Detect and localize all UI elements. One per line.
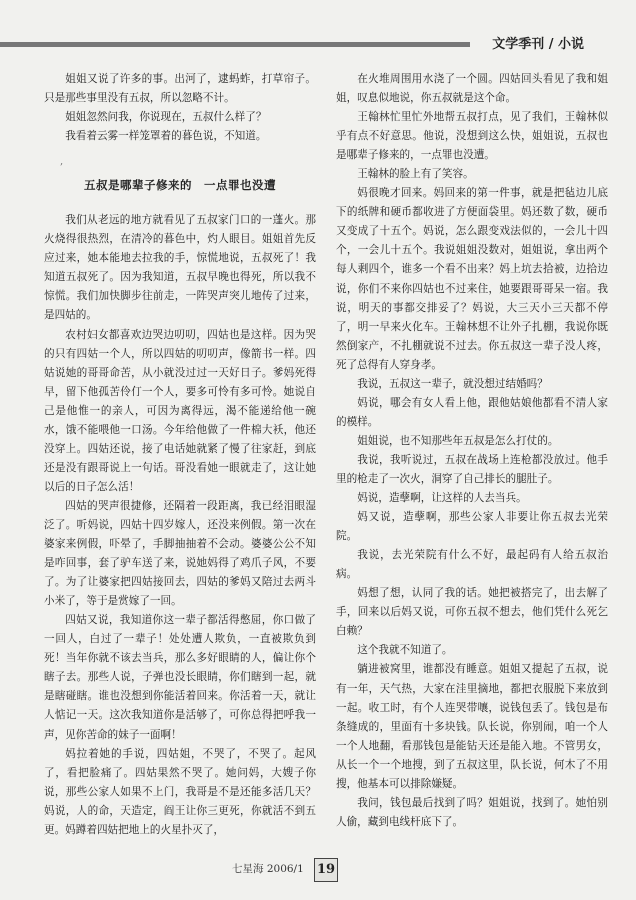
- section-title: 五叔是哪辈子修来的 一点罪也没遭: [84, 178, 276, 193]
- paragraph: 我看着云雾一样笼罩着的暮色说，不知道。: [65, 130, 267, 143]
- paragraph: 躺进被窝里，谁都没有睡意。姐姐又提起了五叔，说有一年，天气热，大家在洼里摘地，都把衣服脱下来放到一起。收工时，有个人连哭带嚷，说钱包丢了。钱包是布条缝成的，里面有十多块钱。队长说，你别闹，咱一个人一个人地翻，看那钱包是能钻天还是能入地。不管男女，从长一个一个地搜，到了五叔这里，队长说，何木了不用搜，他基本可以排除嫌疑。: [336, 663, 608, 790]
- right-column: [336, 70, 608, 832]
- paragraph: 我说，五叔这一辈子，就没想过结婚吗？: [357, 377, 548, 390]
- paragraph: 我问，钱包最后找到了吗？姐姐说，找到了。她怕别人偷，藏到电线杆底下了。: [336, 796, 608, 828]
- header-rule: [0, 42, 470, 47]
- page-number: 19: [314, 858, 338, 882]
- paragraph: 妈说，造孽啊，让这样的人去当兵。: [357, 492, 527, 505]
- paragraph: 妈拉着她的手说，四姑姐，不哭了，不哭了。起风了，看把脸痛了。四姑果然不哭了。她问妈，大嫂子你说，那些公家人如果不上门，我哥是不是还能多活几天？妈说，人的命，天造定，阎王让你三更死，你就活不到五更。妈蹲着四姑把地上的火星扑灭了，: [44, 747, 316, 836]
- magazine-issue: 七星海 2006/1: [232, 863, 304, 875]
- paragraph: 四姑又说，我知道你这一辈子都活得憋屈，你口做了一回人，白过了一辈子！处处遭人欺负，一直被欺负到死！当年你就不该去当兵，那么多好眼睛的人，偏让你个瞎子去。那些人说，子弹也没长眼睛，你们瞎到一起，就是瞎碰瞎。谁也没想到你能活着回来。你活着一天，就让人惦记一天。这次我知道你是活够了，可你总得把呼我一声，见你苦命的妹子一面啊！: [44, 614, 316, 741]
- paragraph: 姐姐说，也不知那些年五叔是怎么打仗的。: [357, 434, 559, 447]
- paragraph: 王翰林的脸上有了笑容。: [357, 168, 474, 181]
- paragraph: 妈又说，造孽啊，那些公家人非要让你五叔去光荣院。: [336, 511, 608, 543]
- paragraph: 我们从老远的地方就看见了五叔家门口的一蓬火。那火烧得很热烈，在清冷的暮色中，灼人眼目。姐姐首先反应过来，她本能地去拉我的手，惊慌地说，五叔死了！我知道五叔死了。因为我知道，五叔早晚也得死，所以我不惊慌。我们加快脚步往前走，一阵哭声突儿地传了过来，是四姑的。: [44, 214, 316, 322]
- paragraph: 王翰林忙里忙外地帮五叔打点，见了我们，王翰林似乎有点不好意思。他说，没想到这么快，姐姐说，五叔也是哪辈子修来的，一点罪也没遭。: [336, 111, 608, 162]
- ornament-mark: ,: [60, 156, 64, 167]
- paragraph: 姐姐忽然问我，你说现在，五叔什么样了？: [65, 111, 267, 124]
- section-label: 文学季刊 / 小说: [492, 37, 584, 52]
- paragraph: 这个我就不知道了。: [357, 644, 453, 657]
- left-column: [44, 70, 316, 840]
- paragraph: 我说，去光荣院有什么不好，最起码有人给五叔治病。: [336, 549, 608, 581]
- paragraph: 农村妇女都喜欢边哭边叨叨，四姑也是这样。因为哭的只有四姑一个人，所以四姑的叨叨声，像箭书一样。四姑说她的哥哥命苦，从小就没过过一天好日子。爹妈死得早，留下他孤苦伶仃一个人，要多可怜有多可怜。她说自己是他惟一的亲人，可因为离得远，渴不能递给他一碗水，饿不能喂他一口汤。今年给他做了一件棉大袄，他还没穿上。四姑还说，接了电话她就紧了慢了往家赶，到底还是没有跟哥说上一句话。哥没看她一眼就走了，这让她以后的日子怎么活！: [44, 328, 316, 493]
- paragraph: 四姑的哭声很捷修，还隔着一段距离，我已经泪眼湿泛了。听妈说，四姑十四岁嫁人，还没来例假。第一次在婆家来例假，吓晕了，手脚抽抽着不会动。婆婆公公不知是咋回事，套了驴车送了来，说她妈得了鸡爪子风，不要了。为了让婆家把四姑接回去，四姑的爹妈又陪过去两斗小米了，等于是赏嫁了一回。: [44, 499, 316, 608]
- paragraph: 妈想了想，认同了我的话。她把被搭完了，出去解了手，回来以后妈又说，可你五叔不想去，他们凭什么死乞白赖？: [336, 587, 608, 638]
- paragraph: 妈很晚才回来。妈回来的第一件事，就是把毡边儿底下的纸牌和硬币都收进了方便面袋里。妈还数了数，硬币又变成了十五个。妈说，怎么跟变戏法似的，一会儿十四个，一会儿十五个。我说姐姐没数对，姐姐说，拿出两个每人剩四个，谁多一个看不出来？妈上坑去拾被，边拾边说，你们不来你四姑也不过来住，她要跟哥哥呆一宿。我说，明天的事都交排妥了？妈说，大三天小三天都不停了，明一早来火化车。王翰林想不让外子扎棚，我说你既然倒家产，不扎棚就说不过去。你五叔这一辈子没人疼，死了总得有人穿身孝。: [336, 187, 608, 371]
- paragraph: 妈说，哪会有女人看上他，跟他姑娘他都看不清人家的模样。: [336, 396, 608, 428]
- paragraph: 在火堆周围用水浇了一个圆。四姑回头看见了我和姐姐，叹息似地说，你五叔就是这个命。: [336, 73, 608, 105]
- page-header: [0, 28, 636, 54]
- paragraph: 我说，我听说过，五叔在战场上连枪都没放过。他手里的枪走了一次火，洞穿了自己排长的腿肚子。: [336, 453, 608, 485]
- paragraph: 姐姐又说了许多的事。出河了，逮蚂蚱，打草帘子。只是那些事里没有五叔，所以忽略不计。: [44, 73, 316, 105]
- page-footer: [0, 858, 636, 882]
